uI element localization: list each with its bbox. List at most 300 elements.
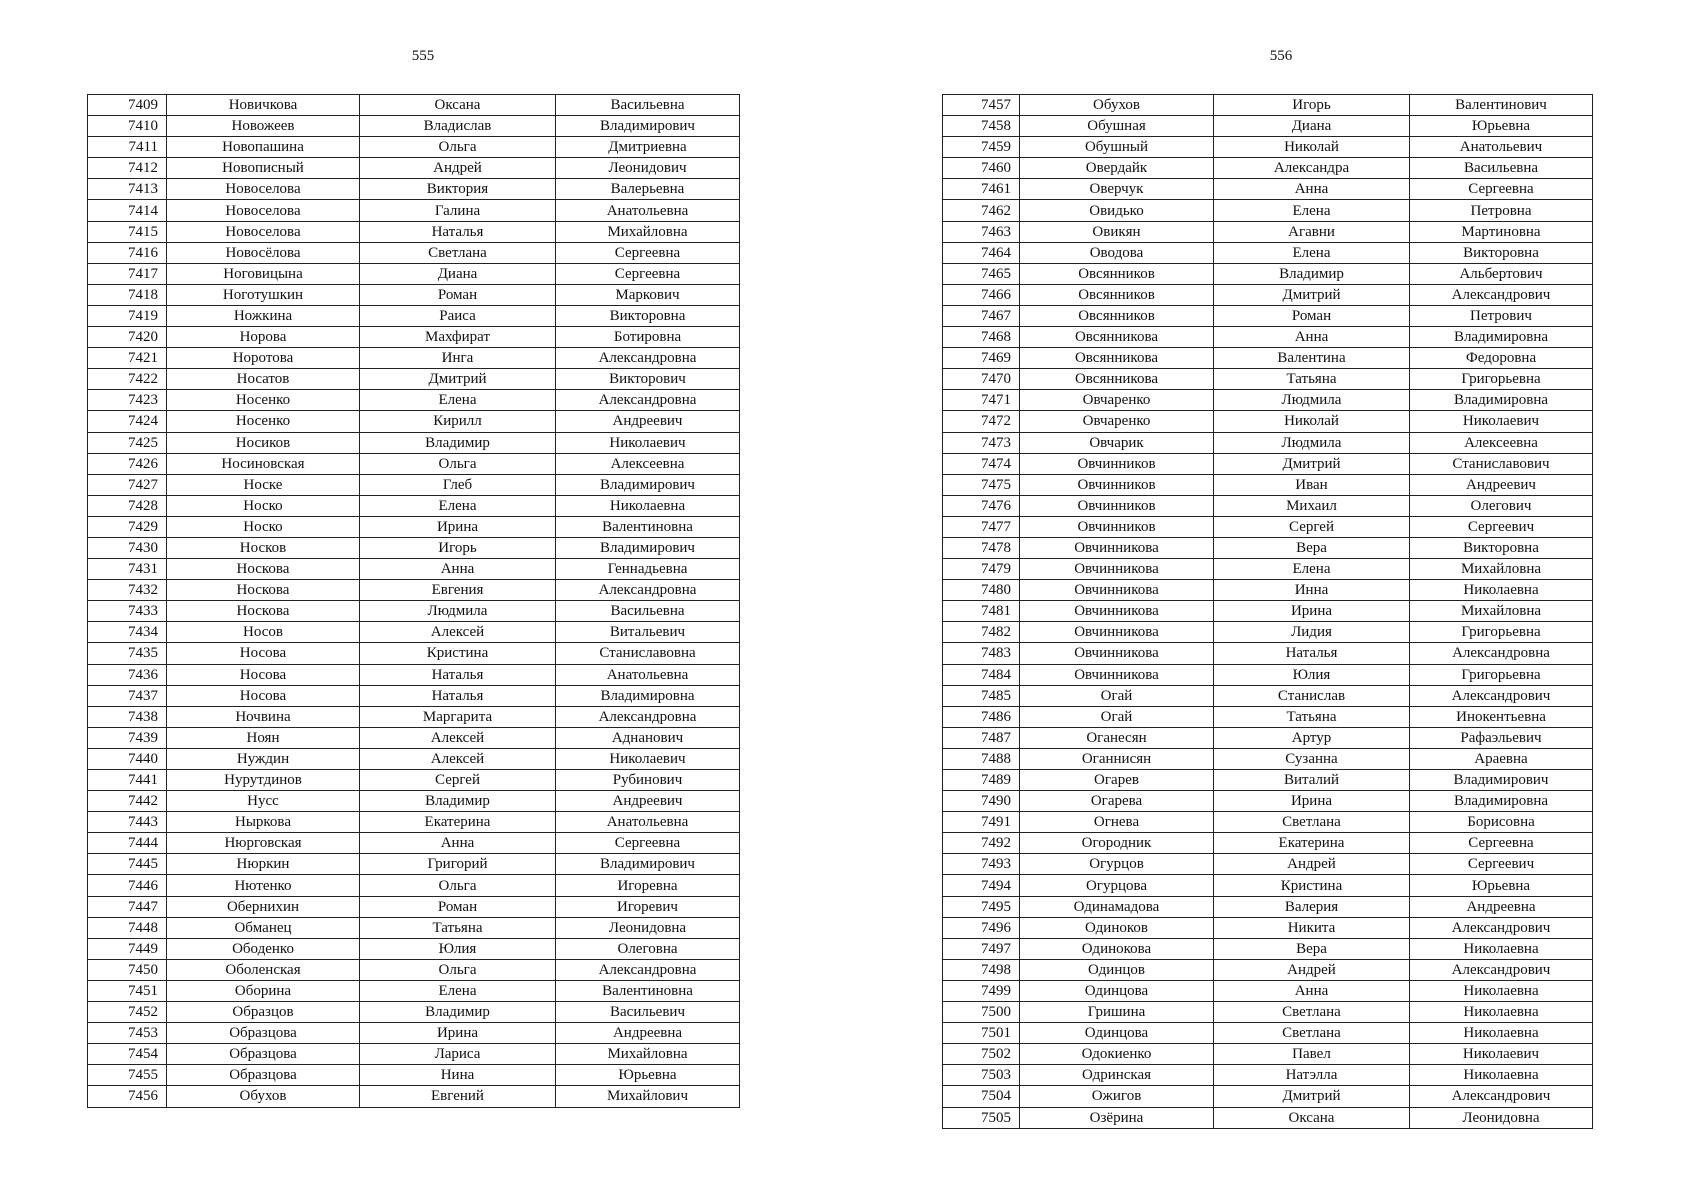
cell-first-name: Владимир	[360, 1002, 556, 1023]
cell-first-name: Ольга	[360, 137, 556, 158]
cell-first-name: Вера	[1214, 537, 1410, 558]
cell-number: 7460	[943, 158, 1020, 179]
table-row	[943, 685, 1593, 706]
cell-patronymic: Николаевич	[1410, 411, 1593, 432]
cell-number: 7499	[943, 980, 1020, 1001]
table-row	[88, 622, 740, 643]
table-row	[88, 474, 740, 495]
cell-patronymic: Владимирович	[556, 474, 740, 495]
cell-first-name: Наталья	[360, 664, 556, 685]
cell-surname: Овсянников	[1020, 284, 1214, 305]
table-row	[943, 833, 1593, 854]
cell-number: 7410	[88, 116, 167, 137]
cell-patronymic: Сергеевна	[556, 263, 740, 284]
table-row	[943, 200, 1593, 221]
cell-patronymic: Александровна	[556, 706, 740, 727]
table-row	[88, 580, 740, 601]
cell-first-name: Анна	[1214, 179, 1410, 200]
table-row	[88, 305, 740, 326]
cell-surname: Одинцов	[1020, 959, 1214, 980]
cell-patronymic: Витальевич	[556, 622, 740, 643]
table-row	[88, 791, 740, 812]
cell-number: 7459	[943, 137, 1020, 158]
table-row	[88, 348, 740, 369]
cell-first-name: Алексей	[360, 748, 556, 769]
table-row	[943, 1086, 1593, 1107]
table-row	[943, 727, 1593, 748]
table-row	[943, 474, 1593, 495]
table-row	[943, 1107, 1593, 1128]
cell-number: 7434	[88, 622, 167, 643]
cell-number: 7503	[943, 1065, 1020, 1086]
table-row	[88, 263, 740, 284]
cell-surname: Одринская	[1020, 1065, 1214, 1086]
cell-first-name: Елена	[1214, 242, 1410, 263]
table-row	[943, 854, 1593, 875]
table-row	[943, 791, 1593, 812]
cell-surname: Носко	[167, 516, 360, 537]
cell-surname: Одинокова	[1020, 938, 1214, 959]
cell-first-name: Оксана	[1214, 1107, 1410, 1128]
cell-patronymic: Инокентьевна	[1410, 706, 1593, 727]
cell-number: 7441	[88, 770, 167, 791]
cell-patronymic: Андреевна	[556, 1023, 740, 1044]
cell-surname: Новоселова	[167, 221, 360, 242]
cell-number: 7471	[943, 390, 1020, 411]
cell-patronymic: Михайловна	[556, 221, 740, 242]
cell-patronymic: Дмитриевна	[556, 137, 740, 158]
table-row	[88, 1044, 740, 1065]
cell-first-name: Игорь	[360, 537, 556, 558]
cell-number: 7420	[88, 327, 167, 348]
cell-first-name: Николай	[1214, 411, 1410, 432]
cell-patronymic: Александровна	[1410, 643, 1593, 664]
table-row	[88, 158, 740, 179]
cell-patronymic: Сергеевич	[1410, 516, 1593, 537]
cell-number: 7488	[943, 748, 1020, 769]
cell-number: 7413	[88, 179, 167, 200]
table-row	[88, 537, 740, 558]
table-row	[88, 453, 740, 474]
cell-surname: Овсянникова	[1020, 369, 1214, 390]
cell-surname: Овчинникова	[1020, 664, 1214, 685]
cell-patronymic: Леонидович	[556, 158, 740, 179]
cell-number: 7458	[943, 116, 1020, 137]
cell-patronymic: Николаевна	[1410, 1023, 1593, 1044]
cell-number: 7435	[88, 643, 167, 664]
cell-surname: Оганесян	[1020, 727, 1214, 748]
cell-first-name: Елена	[1214, 559, 1410, 580]
table-row	[943, 348, 1593, 369]
cell-patronymic: Петрович	[1410, 305, 1593, 326]
cell-first-name: Григорий	[360, 854, 556, 875]
cell-first-name: Кристина	[360, 643, 556, 664]
cell-number: 7494	[943, 875, 1020, 896]
cell-first-name: Галина	[360, 200, 556, 221]
cell-surname: Носке	[167, 474, 360, 495]
cell-number: 7483	[943, 643, 1020, 664]
cell-patronymic: Андреевич	[556, 411, 740, 432]
cell-surname: Нюрговская	[167, 833, 360, 854]
cell-first-name: Михаил	[1214, 495, 1410, 516]
cell-first-name: Махфират	[360, 327, 556, 348]
cell-first-name: Николай	[1214, 137, 1410, 158]
cell-number: 7442	[88, 791, 167, 812]
cell-surname: Носкова	[167, 580, 360, 601]
cell-number: 7484	[943, 664, 1020, 685]
table-row	[88, 938, 740, 959]
cell-first-name: Ольга	[360, 959, 556, 980]
cell-patronymic: Рафаэльевич	[1410, 727, 1593, 748]
cell-number: 7429	[88, 516, 167, 537]
cell-number: 7468	[943, 327, 1020, 348]
cell-first-name: Лидия	[1214, 622, 1410, 643]
cell-patronymic: Анатольевна	[556, 812, 740, 833]
cell-surname: Носко	[167, 495, 360, 516]
cell-patronymic: Сергеевна	[556, 833, 740, 854]
cell-surname: Носатов	[167, 369, 360, 390]
cell-first-name: Людмила	[1214, 432, 1410, 453]
cell-patronymic: Николаевна	[1410, 1065, 1593, 1086]
cell-number: 7501	[943, 1023, 1020, 1044]
cell-number: 7425	[88, 432, 167, 453]
cell-first-name: Андрей	[1214, 854, 1410, 875]
cell-surname: Ожигов	[1020, 1086, 1214, 1107]
cell-patronymic: Владимирович	[556, 116, 740, 137]
cell-first-name: Татьяна	[1214, 706, 1410, 727]
table-row	[943, 390, 1593, 411]
cell-surname: Огурцов	[1020, 854, 1214, 875]
cell-number: 7449	[88, 938, 167, 959]
cell-number: 7479	[943, 559, 1020, 580]
cell-number: 7418	[88, 284, 167, 305]
table-row	[88, 664, 740, 685]
table-row	[88, 179, 740, 200]
right-table-body	[943, 95, 1593, 1129]
cell-number: 7440	[88, 748, 167, 769]
cell-patronymic: Васильевна	[556, 601, 740, 622]
table-row	[88, 748, 740, 769]
table-row	[88, 242, 740, 263]
cell-first-name: Виктория	[360, 179, 556, 200]
cell-number: 7433	[88, 601, 167, 622]
cell-surname: Овчинникова	[1020, 601, 1214, 622]
cell-first-name: Андрей	[1214, 959, 1410, 980]
table-row	[88, 495, 740, 516]
cell-surname: Ноготушкин	[167, 284, 360, 305]
cell-patronymic: Валентиновна	[556, 980, 740, 1001]
table-row	[88, 833, 740, 854]
cell-surname: Овчинникова	[1020, 643, 1214, 664]
cell-number: 7439	[88, 727, 167, 748]
cell-number: 7482	[943, 622, 1020, 643]
cell-patronymic: Юрьевна	[556, 1065, 740, 1086]
cell-number: 7496	[943, 917, 1020, 938]
table-row	[943, 875, 1593, 896]
cell-patronymic: Юрьевна	[1410, 116, 1593, 137]
cell-patronymic: Андреевич	[1410, 474, 1593, 495]
cell-number: 7428	[88, 495, 167, 516]
cell-number: 7505	[943, 1107, 1020, 1128]
cell-surname: Обухов	[1020, 95, 1214, 116]
cell-number: 7450	[88, 959, 167, 980]
cell-first-name: Сузанна	[1214, 748, 1410, 769]
cell-patronymic: Александрович	[1410, 959, 1593, 980]
cell-first-name: Дмитрий	[360, 369, 556, 390]
cell-first-name: Артур	[1214, 727, 1410, 748]
table-row	[88, 327, 740, 348]
cell-patronymic: Александрович	[1410, 1086, 1593, 1107]
cell-first-name: Роман	[360, 284, 556, 305]
cell-first-name: Татьяна	[360, 917, 556, 938]
cell-patronymic: Николаевич	[556, 432, 740, 453]
cell-first-name: Оксана	[360, 95, 556, 116]
cell-patronymic: Владимировна	[1410, 791, 1593, 812]
cell-surname: Овчаренко	[1020, 390, 1214, 411]
table-row	[943, 938, 1593, 959]
cell-first-name: Елена	[360, 980, 556, 1001]
cell-number: 7489	[943, 770, 1020, 791]
table-row	[88, 854, 740, 875]
cell-number: 7414	[88, 200, 167, 221]
cell-patronymic: Григорьевна	[1410, 369, 1593, 390]
table-row	[943, 137, 1593, 158]
table-row	[88, 369, 740, 390]
table-row	[943, 664, 1593, 685]
cell-patronymic: Станиславович	[1410, 453, 1593, 474]
cell-patronymic: Владимировна	[556, 685, 740, 706]
cell-patronymic: Альбертович	[1410, 263, 1593, 284]
cell-surname: Овсянников	[1020, 263, 1214, 284]
cell-surname: Норотова	[167, 348, 360, 369]
cell-first-name: Ирина	[1214, 791, 1410, 812]
cell-patronymic: Викторович	[556, 369, 740, 390]
cell-first-name: Екатерина	[360, 812, 556, 833]
cell-number: 7417	[88, 263, 167, 284]
table-row	[943, 748, 1593, 769]
table-row	[943, 812, 1593, 833]
cell-first-name: Виталий	[1214, 770, 1410, 791]
cell-patronymic: Араевна	[1410, 748, 1593, 769]
table-row	[943, 432, 1593, 453]
cell-patronymic: Валентинович	[1410, 95, 1593, 116]
cell-surname: Ноян	[167, 727, 360, 748]
cell-patronymic: Викторовна	[1410, 537, 1593, 558]
cell-first-name: Анна	[360, 833, 556, 854]
cell-number: 7498	[943, 959, 1020, 980]
table-row	[88, 221, 740, 242]
table-row	[943, 179, 1593, 200]
cell-surname: Огай	[1020, 685, 1214, 706]
cell-patronymic: Григорьевна	[1410, 664, 1593, 685]
table-row	[88, 959, 740, 980]
cell-first-name: Анна	[1214, 327, 1410, 348]
table-row	[88, 812, 740, 833]
cell-first-name: Ирина	[1214, 601, 1410, 622]
cell-patronymic: Рубинович	[556, 770, 740, 791]
cell-surname: Овчинников	[1020, 474, 1214, 495]
cell-first-name: Никита	[1214, 917, 1410, 938]
cell-number: 7423	[88, 390, 167, 411]
cell-first-name: Валентина	[1214, 348, 1410, 369]
cell-number: 7477	[943, 516, 1020, 537]
cell-first-name: Алексей	[360, 622, 556, 643]
cell-surname: Оболенская	[167, 959, 360, 980]
cell-surname: Одинамадова	[1020, 896, 1214, 917]
cell-patronymic: Олеговна	[556, 938, 740, 959]
cell-patronymic: Александрович	[1410, 284, 1593, 305]
cell-first-name: Светлана	[1214, 1002, 1410, 1023]
table-row	[88, 516, 740, 537]
cell-surname: Одокиенко	[1020, 1044, 1214, 1065]
table-row	[943, 327, 1593, 348]
cell-surname: Норова	[167, 327, 360, 348]
table-row	[943, 1065, 1593, 1086]
cell-patronymic: Олегович	[1410, 495, 1593, 516]
cell-number: 7455	[88, 1065, 167, 1086]
table-row	[88, 601, 740, 622]
cell-number: 7467	[943, 305, 1020, 326]
cell-number: 7430	[88, 537, 167, 558]
cell-patronymic: Геннадьевна	[556, 559, 740, 580]
cell-number: 7487	[943, 727, 1020, 748]
cell-number: 7451	[88, 980, 167, 1001]
cell-number: 7492	[943, 833, 1020, 854]
table-row	[88, 980, 740, 1001]
cell-surname: Овчинникова	[1020, 622, 1214, 643]
cell-number: 7502	[943, 1044, 1020, 1065]
cell-number: 7454	[88, 1044, 167, 1065]
cell-first-name: Роман	[1214, 305, 1410, 326]
cell-surname: Овердайк	[1020, 158, 1214, 179]
cell-surname: Овикян	[1020, 221, 1214, 242]
cell-surname: Образцова	[167, 1065, 360, 1086]
cell-number: 7495	[943, 896, 1020, 917]
cell-number: 7443	[88, 812, 167, 833]
cell-first-name: Владислав	[360, 116, 556, 137]
cell-first-name: Станислав	[1214, 685, 1410, 706]
cell-surname: Носенко	[167, 411, 360, 432]
cell-surname: Ныркова	[167, 812, 360, 833]
cell-surname: Образцов	[167, 1002, 360, 1023]
table-row	[943, 221, 1593, 242]
table-row	[943, 242, 1593, 263]
cell-patronymic: Станиславовна	[556, 643, 740, 664]
cell-number: 7463	[943, 221, 1020, 242]
table-row	[943, 305, 1593, 326]
cell-surname: Ноговицына	[167, 263, 360, 284]
cell-first-name: Евгения	[360, 580, 556, 601]
cell-number: 7416	[88, 242, 167, 263]
cell-first-name: Елена	[360, 390, 556, 411]
cell-patronymic: Сергеевна	[556, 242, 740, 263]
cell-number: 7431	[88, 559, 167, 580]
cell-first-name: Диана	[360, 263, 556, 284]
cell-surname: Обухов	[167, 1086, 360, 1107]
cell-patronymic: Валерьевна	[556, 179, 740, 200]
table-row	[88, 432, 740, 453]
cell-patronymic: Николаевна	[1410, 1002, 1593, 1023]
cell-surname: Овидько	[1020, 200, 1214, 221]
cell-first-name: Евгений	[360, 1086, 556, 1107]
table-row	[88, 137, 740, 158]
cell-number: 7490	[943, 791, 1020, 812]
cell-surname: Носкова	[167, 601, 360, 622]
cell-surname: Носова	[167, 643, 360, 664]
cell-first-name: Глеб	[360, 474, 556, 495]
cell-patronymic: Валентиновна	[556, 516, 740, 537]
cell-surname: Новосёлова	[167, 242, 360, 263]
cell-number: 7446	[88, 875, 167, 896]
cell-surname: Носова	[167, 664, 360, 685]
cell-surname: Нуждин	[167, 748, 360, 769]
cell-first-name: Ольга	[360, 453, 556, 474]
cell-surname: Гришина	[1020, 1002, 1214, 1023]
table-row	[88, 200, 740, 221]
table-row	[88, 411, 740, 432]
cell-surname: Овсянникова	[1020, 348, 1214, 369]
cell-patronymic: Андреевич	[556, 791, 740, 812]
cell-first-name: Дмитрий	[1214, 453, 1410, 474]
cell-patronymic: Михайловна	[1410, 559, 1593, 580]
cell-surname: Носкова	[167, 559, 360, 580]
table-row	[943, 706, 1593, 727]
cell-patronymic: Михайловна	[1410, 601, 1593, 622]
cell-patronymic: Анатольевна	[556, 664, 740, 685]
table-row	[943, 537, 1593, 558]
cell-surname: Овчинникова	[1020, 580, 1214, 601]
table-row	[88, 284, 740, 305]
cell-first-name: Кристина	[1214, 875, 1410, 896]
cell-first-name: Людмила	[1214, 390, 1410, 411]
table-row	[943, 896, 1593, 917]
cell-patronymic: Николаевна	[1410, 980, 1593, 1001]
cell-patronymic: Владимирович	[1410, 770, 1593, 791]
cell-number: 7476	[943, 495, 1020, 516]
cell-first-name: Вера	[1214, 938, 1410, 959]
cell-number: 7411	[88, 137, 167, 158]
table-row	[943, 1002, 1593, 1023]
cell-patronymic: Леонидовна	[1410, 1107, 1593, 1128]
table-row	[88, 727, 740, 748]
cell-surname: Овчинников	[1020, 453, 1214, 474]
cell-first-name: Дмитрий	[1214, 1086, 1410, 1107]
cell-number: 7475	[943, 474, 1020, 495]
table-row	[943, 453, 1593, 474]
cell-surname: Оводова	[1020, 242, 1214, 263]
cell-number: 7415	[88, 221, 167, 242]
cell-surname: Овчинников	[1020, 495, 1214, 516]
cell-surname: Озёрина	[1020, 1107, 1214, 1128]
table-row	[943, 284, 1593, 305]
cell-number: 7432	[88, 580, 167, 601]
cell-surname: Новичкова	[167, 95, 360, 116]
table-row	[88, 896, 740, 917]
cell-first-name: Сергей	[360, 770, 556, 791]
table-row	[88, 559, 740, 580]
cell-number: 7456	[88, 1086, 167, 1107]
cell-surname: Новоселова	[167, 179, 360, 200]
cell-surname: Огарев	[1020, 770, 1214, 791]
table-row	[88, 685, 740, 706]
cell-number: 7493	[943, 854, 1020, 875]
cell-first-name: Инга	[360, 348, 556, 369]
cell-first-name: Ольга	[360, 875, 556, 896]
cell-patronymic: Анатольевна	[556, 200, 740, 221]
left-table-body	[88, 95, 740, 1108]
cell-number: 7474	[943, 453, 1020, 474]
table-row	[943, 158, 1593, 179]
